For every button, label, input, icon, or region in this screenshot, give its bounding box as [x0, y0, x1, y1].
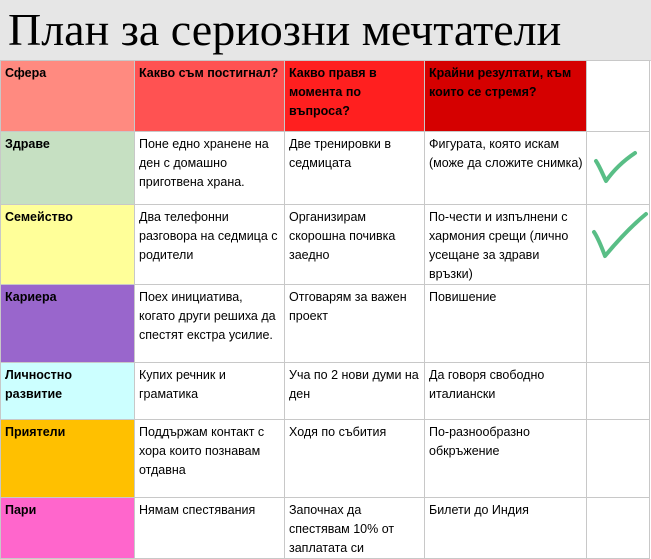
table-row: [1, 420, 650, 498]
goal-cell: По-чести и изпълнени с хармония срещи (лично усещане за здрави връзки): [425, 205, 587, 285]
checkmark-icon: [591, 135, 647, 195]
page-title: План за сериозни мечтатели: [8, 4, 562, 55]
table-row: [1, 363, 650, 420]
goal-cell: Билети до Индия: [425, 498, 587, 559]
header-row: [1, 61, 650, 132]
goal-cell: Да говоря свободно италиански: [425, 363, 587, 420]
title-bar: [0, 0, 651, 61]
achieved-cell: Нямам спестявания: [135, 498, 285, 559]
header-sphere: Сфера: [1, 61, 135, 132]
achieved-cell: Поне едно хранене на ден с домашно приготвена храна.: [135, 132, 285, 205]
doing-cell: Уча по 2 нови думи на ден: [285, 363, 425, 420]
sphere-cell: Приятели: [1, 420, 135, 498]
doing-cell: Отговарям за важен проект: [285, 285, 425, 363]
sphere-cell: Кариера: [1, 285, 135, 363]
goal-cell: Фигурата, която искам (може да сложите снимка): [425, 132, 587, 205]
plan-table: [0, 60, 650, 559]
goal-cell: По-разнообразно обкръжение: [425, 420, 587, 498]
doing-cell: Организирам скорошна почивка заедно: [285, 205, 425, 285]
check-cell: [587, 498, 650, 559]
table-row: [1, 205, 650, 285]
achieved-cell: Купих речник и граматика: [135, 363, 285, 420]
doing-cell: Започнах да спестявам 10% от заплатата си: [285, 498, 425, 559]
achieved-cell: Поддържам контакт с хора които познавам отдавна: [135, 420, 285, 498]
header-goal: Крайни резултати, към които се стремя?: [425, 61, 587, 132]
table-row: [1, 132, 650, 205]
table-row: [1, 498, 650, 559]
goal-cell: Повишение: [425, 285, 587, 363]
check-cell: [587, 420, 650, 498]
check-cell: [587, 285, 650, 363]
sphere-cell: Личностно развитие: [1, 363, 135, 420]
check-cell: [587, 363, 650, 420]
achieved-cell: Два телефонни разговора на седмица с родители: [135, 205, 285, 285]
check-cell: [587, 132, 650, 205]
header-achieved: Какво съм постигнал?: [135, 61, 285, 132]
check-cell: [587, 205, 650, 285]
table-row: [1, 285, 650, 363]
checkmark-icon: [591, 208, 649, 278]
achieved-cell: Поех инициатива, когато други решиха да спестят екстра усилие.: [135, 285, 285, 363]
doing-cell: Две тренировки в седмицата: [285, 132, 425, 205]
doing-cell: Ходя по събития: [285, 420, 425, 498]
sphere-cell: Пари: [1, 498, 135, 559]
header-doing: Какво правя в момента по въпроса?: [285, 61, 425, 132]
header-check: [587, 61, 650, 132]
sphere-cell: Семейство: [1, 205, 135, 285]
sphere-cell: Здраве: [1, 132, 135, 205]
